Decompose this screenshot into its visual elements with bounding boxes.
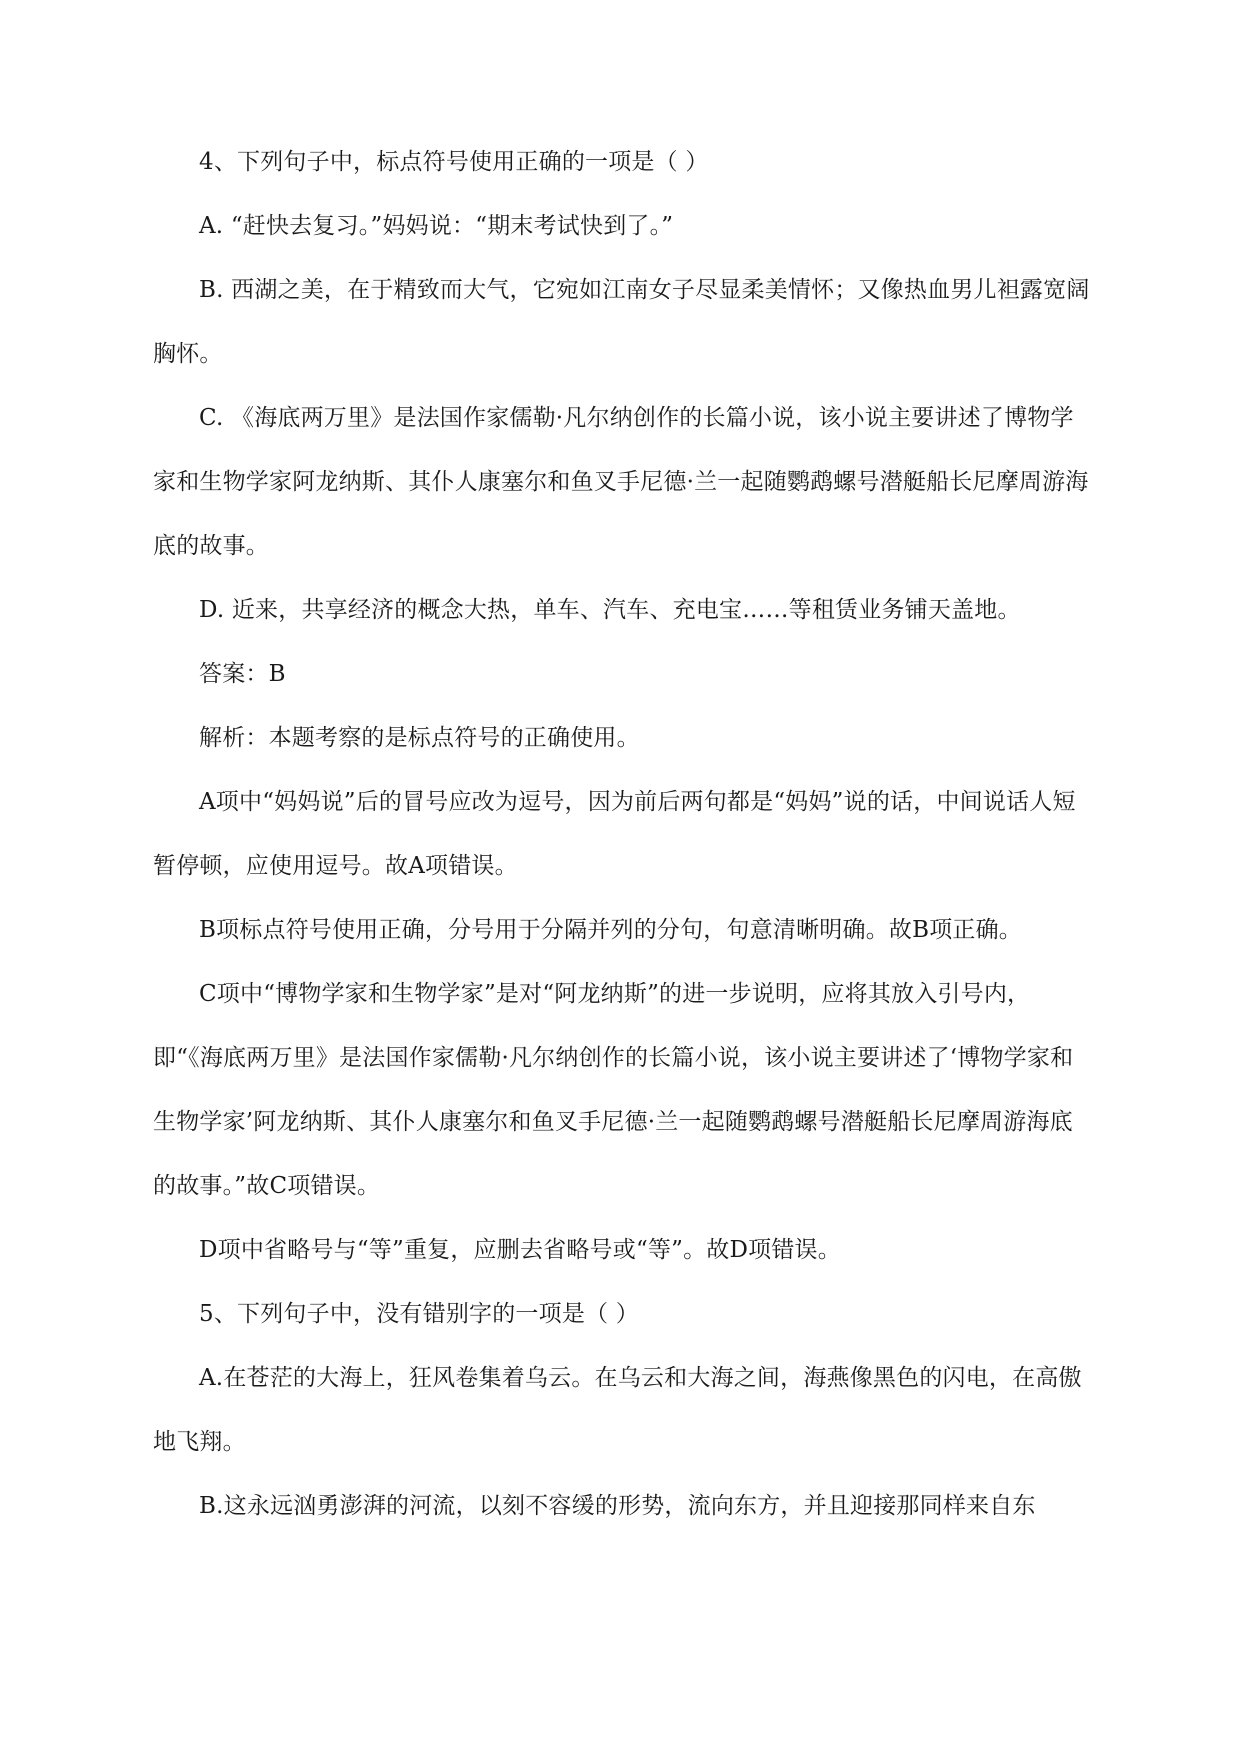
q4-option-b: B. 西湖之美，在于精致而大气，它宛如江南女子尽显柔美情怀；又像热血男儿袒露宽阔胸怀。	[153, 277, 1090, 367]
q4-option-d: D. 近来，共享经济的概念大热，单车、汽车、充电宝……等租赁业务铺天盖地。	[199, 597, 1021, 623]
q4-answer: 答案：B	[199, 661, 286, 687]
q4-option-a: A. “赶快去复习。”妈妈说：“期末考试快到了。”	[199, 213, 674, 239]
q5-stem: 5、下列句子中，没有错别字的一项是（ ）	[199, 1301, 639, 1327]
q4-analysis: 解析：本题考察的是标点符号的正确使用。	[199, 725, 640, 751]
q4-analysis-c: C项中“博物学家和生物学家”是对“阿龙纳斯”的进一步说明，应将其放入引号内，即“《海底两万里》是法国作家儒勒·凡尔纳创作的长篇小说，该小说主要讲述了‘博物学家和生物学家’阿龙纳斯、其仆人康塞尔和鱼叉手尼德·兰一起随鹦鹉螺号潜艇船长尼摩周游海底的故事。”故C项错误。	[153, 981, 1074, 1199]
q4-stem: 4、下列句子中，标点符号使用正确的一项是（ ）	[199, 149, 709, 175]
q5-option-a: A.在苍茫的大海上，狂风卷集着乌云。在乌云和大海之间，海燕像黑色的闪电，在高傲地飞翔。	[153, 1365, 1082, 1455]
q4-option-c: C. 《海底两万里》是法国作家儒勒·凡尔纳创作的长篇小说，该小说主要讲述了博物学家和生物学家阿龙纳斯、其仆人康塞尔和鱼叉手尼德·兰一起随鹦鹉螺号潜艇船长尼摩周游海底的故事。	[153, 405, 1089, 559]
q4-analysis-b: B项标点符号使用正确，分号用于分隔并列的分句，句意清晰明确。故B项正确。	[199, 917, 1023, 943]
q4-analysis-d: D项中省略号与“等”重复，应删去省略号或“等”。故D项错误。	[199, 1237, 841, 1263]
q4-analysis-a: A项中“妈妈说”后的冒号应改为逗号，因为前后两句都是“妈妈”说的话，中间说话人短暂停顿，应使用逗号。故A项错误。	[153, 789, 1076, 879]
q5-option-b: B.这永远汹勇澎湃的河流，以刻不容缓的形势，流向东方，并且迎接那同样来自东	[199, 1493, 1036, 1519]
